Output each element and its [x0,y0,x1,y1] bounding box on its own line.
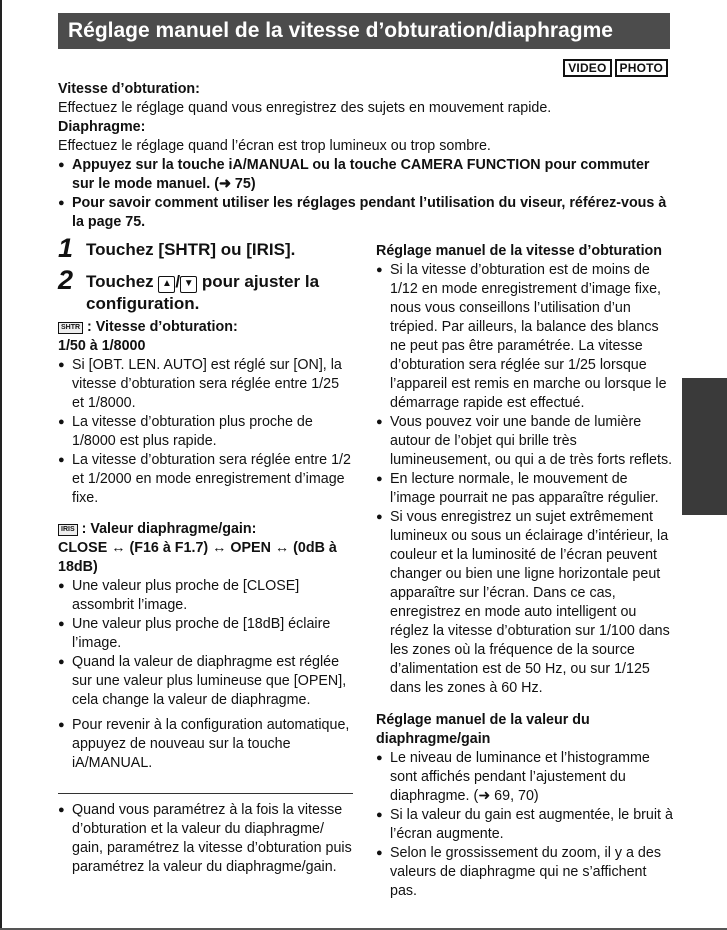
shutter-description: Effectuez le réglage quand vous enregistrez des sujets en mouvement rapide. [58,100,552,116]
list-item: ● Une valeur plus proche de [18dB] éclaire l’image. [58,615,354,653]
video-badge: VIDEO [563,59,611,77]
shutter-manual-bullets [376,261,674,698]
list-item: ● Vous pouvez voir une bande de lumière autour de l’objet qui brille très lumineusement, ou qui a de très forts reflets. [376,413,674,470]
shutter-range: 1/50 à 1/8000 [58,338,146,354]
intro-bullets [58,156,670,232]
shutter-label [58,318,354,337]
iris-heading: Diaphragme: [58,119,146,135]
key-separator: / [175,272,181,291]
shutter-label-text: : Vitesse d’obturation: [87,319,238,335]
note-bullets [58,801,353,877]
shutter-settings [58,318,354,508]
shutter-heading: Vitesse d’obturation: [58,81,200,97]
list-item: ● Si vous enregistrez un sujet extrêmement lumineux ou sous un éclairage d’intérieur, la couleur et la luminosité de l’écran peuvent changer ou bien une ligne horizontale peut apparaître sur l’écran. Dans ce cas, enregistrez en mode auto intelligent ou réglez la vitesse d’obturation sur 1/100 dans les zones où la fréquence de la source d’alimentation est de 50 Hz, ou sur 1/125 dans les zones à 60 Hz. [376,508,674,698]
step-text-part: pour ajuster la configuration. [86,272,320,313]
shtr-icon: SHTR [58,322,83,334]
list-item: ● Si la vitesse d’obturation est de moins de 1/12 en mode enregistrement d’image fixe, nous vous conseillons l’utilisation d’un trépied. Par ailleurs, la balance des blancs ne peut pas être paramétrée. La vitesse d’obturation sera réglée sur 1/25 lorsque l’appareil est remis en marche ou lorsque le démarrage rapide est effectué. [376,261,674,413]
list-item: ● Pour savoir comment utiliser les réglages pendant l’utilisation du viseur, référez-vous à la page 75. [58,194,670,232]
step-text-part: Touchez [86,272,154,291]
shutter-bullets [58,356,354,508]
photo-badge: PHOTO [615,59,668,77]
step-text [86,266,354,314]
step-text: Touchez [SHTR] ou [IRIS]. [86,240,296,259]
list-item: ● Selon le grossissement du zoom, il y a des valeurs de diaphragme qui ne s’affichent pas. [376,844,674,901]
down-arrow-icon: ▼ [180,276,197,293]
step-1 [58,234,354,262]
page-title: Réglage manuel de la vitesse d’obturation/diaphragme [58,13,670,49]
list-item: ● Une valeur plus proche de [CLOSE] assombrit l’image. [58,577,354,615]
up-arrow-icon: ▲ [158,276,175,293]
list-item: ● Pour revenir à la configuration automatique, appuyez de nouveau sur la touche iA/MANUAL. [58,716,354,773]
auto-return-bullets [58,716,354,773]
intro-section [58,80,670,232]
step-number: 1 [58,233,74,263]
list-item: ● Le niveau de luminance et l’histogramme sont affichés pendant l’ajustement du diaphragme. (➜ 69, 70) [376,749,674,806]
left-column [58,234,354,877]
note-section [58,793,353,877]
iris-settings [58,520,354,773]
iris-manual-heading: Réglage manuel de la valeur du diaphragme/gain [376,712,590,747]
page-left-border [0,0,2,930]
iris-range: CLOSE ↔ (F16 à F1.7) ↔ OPEN ↔ (0dB à 18dB) [58,540,337,575]
list-item: ● La vitesse d’obturation plus proche de 1/8000 est plus rapide. [58,413,354,451]
list-item: ● Quand vous paramétrez à la fois la vitesse d’obturation et la valeur du diaphragme/ gain, paramétrez la vitesse d’obturation puis paramétrez la valeur du diaphragme/gain. [58,801,353,877]
iris-manual-bullets [376,749,674,901]
chapter-side-tab [682,378,727,515]
list-item: ● Appuyez sur la touche iA/MANUAL ou la touche CAMERA FUNCTION pour commuter sur le mode manuel. (➜ 75) [58,156,670,194]
step-2 [58,266,354,314]
list-item: ● La vitesse d’obturation sera réglée entre 1/2 et 1/2000 en mode enregistrement d’image fixe. [58,451,354,508]
iris-description: Effectuez le réglage quand l’écran est trop lumineux ou trop sombre. [58,138,491,154]
iris-label-text: : Valeur diaphragme/gain: [81,521,257,537]
iris-icon: IRIS [58,524,78,536]
mode-badges [563,59,668,77]
list-item: ● En lecture normale, le mouvement de l’image pourrait ne pas apparaître régulier. [376,470,674,508]
iris-bullets [58,577,354,710]
list-item: ● Si la valeur du gain est augmentée, le bruit à l’écran augmente. [376,806,674,844]
step-number: 2 [58,265,74,295]
right-column [376,242,674,901]
shutter-manual-heading: Réglage manuel de la vitesse d’obturation [376,243,663,259]
list-item: ● Quand la valeur de diaphragme est réglée sur une valeur plus lumineuse que [OPEN], cela change la valeur de diaphragme. [58,653,354,710]
iris-label [58,520,354,539]
list-item: ● Si [OBT. LEN. AUTO] est réglé sur [ON], la vitesse d’obturation sera réglée entre 1/25 et 1/8000. [58,356,354,413]
